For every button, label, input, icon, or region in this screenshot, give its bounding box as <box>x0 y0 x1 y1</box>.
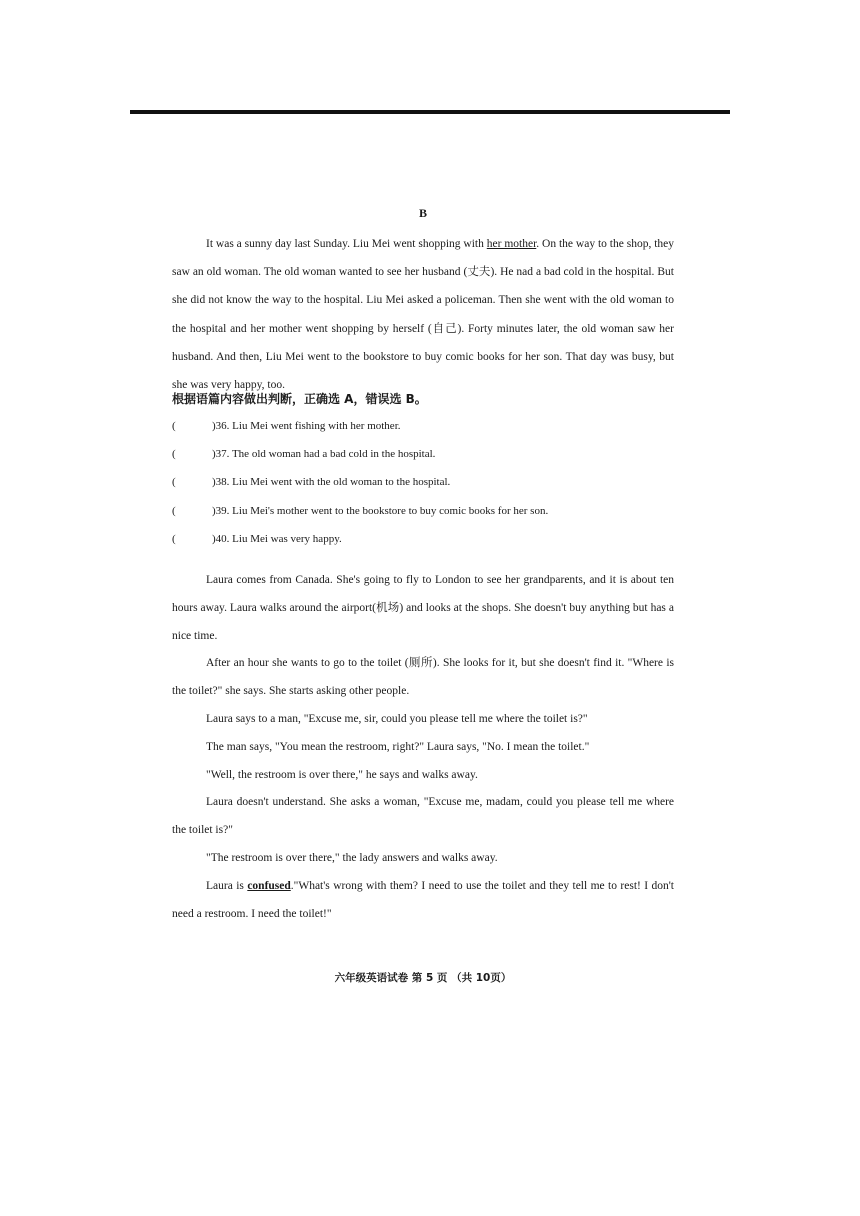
passage-b-paragraph-4: The man says, "You mean the restroom, right?" Laura says, "No. I mean the toilet." <box>206 740 590 753</box>
question-38 <box>172 468 674 496</box>
question-text: )40. Liu Mei was very happy. <box>212 532 342 545</box>
answer-blank: ( <box>172 476 176 489</box>
passage-b-paragraph-7: "The restroom is over there," the lady answers and walks away. <box>206 851 498 864</box>
passage-b-paragraph-5: "Well, the restroom is over there," he says and walks away. <box>206 768 478 781</box>
passage-b-paragraph-8 <box>172 873 674 929</box>
paragraph-8-end: ."What's wrong with them? I need to use the toilet and they tell me to rest! I don't need a restroom. I need the toilet!" <box>172 879 674 920</box>
question-text: )39. Liu Mei's mother went to the bookstore to buy comic books for her son. <box>212 504 549 517</box>
answer-blank: ( <box>172 504 176 517</box>
instruction: 根据语篇内容做出判断，正确选 A，错误选 B。 <box>172 392 427 406</box>
question-40 <box>172 525 674 553</box>
answer-blank: ( <box>172 448 176 461</box>
keyword-confused: confused <box>247 879 291 892</box>
passage-b <box>172 567 674 928</box>
passage-a-part-2: . On the way to the shop, they saw an old woman. The old woman wanted to see her husband (丈夫). He nad a bad cold in the hospital. But she did not know the way to the hospital. Liu Mei asked a policeman. Then she went with the old woman to the hospital and her mother went shopping by herself (自己). Forty minutes later, the old woman saw her husband. And then, Liu Mei went to the bookstore to buy comic books for her son. That day was busy, but she was very happy, too. <box>172 238 674 392</box>
page-footer: 六年级英语试卷 第 5 页 （共 10页） <box>334 972 512 984</box>
answer-blank: ( <box>172 420 176 432</box>
section-heading: B <box>418 206 427 220</box>
question-36 <box>172 412 674 440</box>
passage-b-paragraph-3: Laura says to a man, "Excuse me, sir, could you please tell me where the toilet is?" <box>206 712 588 725</box>
passage-b-paragraph-2: After an hour she wants to go to the toilet (厕所). She looks for it, but she doesn't find it. "Where is the toilet?" she says. She starts asking other people. <box>172 657 674 698</box>
question-text: )38. Liu Mei went with the old woman to the hospital. <box>212 476 451 489</box>
passage-a <box>172 230 674 399</box>
question-39 <box>172 497 674 525</box>
question-37 <box>172 440 674 468</box>
top-rule <box>130 110 730 114</box>
passage-a-part-1: It was a sunny day last Sunday. Liu Mei went shopping with <box>206 238 487 250</box>
passage-a-underlined: her mother <box>486 238 537 250</box>
paragraph-8-start: Laura is <box>206 879 248 892</box>
question-text: )37. The old woman had a bad cold in the hospital. <box>212 448 436 461</box>
question-list <box>172 412 674 553</box>
question-text: )36. Liu Mei went fishing with her mother. <box>212 420 401 432</box>
answer-blank: ( <box>172 532 176 545</box>
passage-b-paragraph-6: Laura doesn't understand. She asks a woman, "Excuse me, madam, could you please tell me where the toilet is?" <box>172 796 674 837</box>
passage-b-paragraph-1: Laura comes from Canada. She's going to fly to London to see her grandparents, and it is about ten hours away. Laura walks around the airport(机场) and looks at the shops. She doesn't buy anything but has a nice time. <box>172 574 674 642</box>
